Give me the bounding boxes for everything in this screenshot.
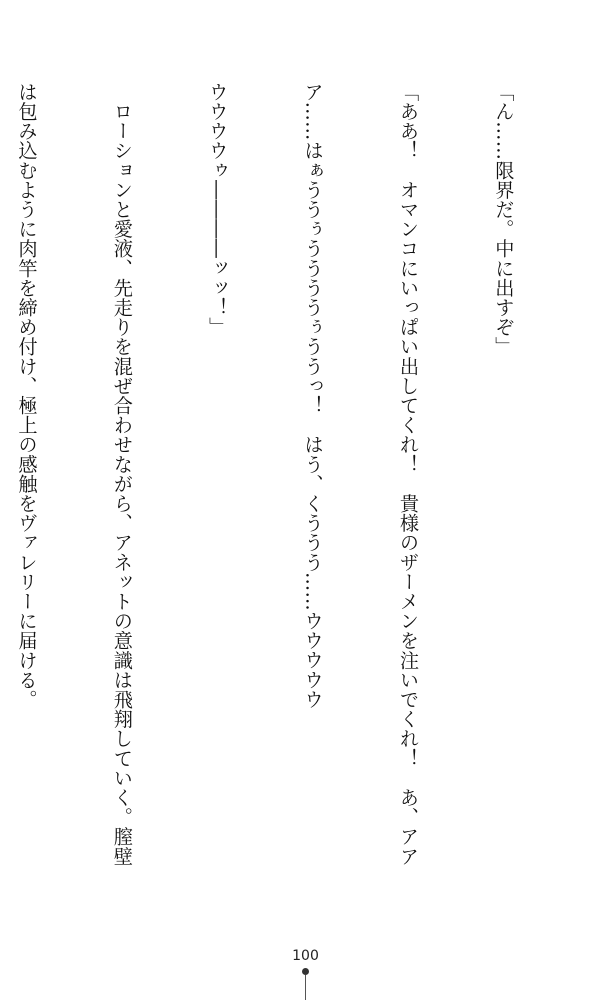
text-line: 「ん……限界だ。中に出すぞ」	[492, 82, 516, 357]
text-line: ローションと愛液、先走りを混ぜ合わせながら、アネットの意識は飛翔していく。膣壁	[110, 82, 134, 866]
folio-rule	[305, 975, 306, 1000]
text-line: ウウウウゥ――――ッッ！」	[206, 82, 230, 337]
page-number: 100	[292, 948, 319, 964]
text-line: 「ああ！ オマンコにいっぱい出してくれ！ 貴様のザーメンを注いでくれ！ あ、アア	[397, 82, 421, 866]
text-line: は包み込むように肉竿を締め付け、極上の感触をヴァレリーに届ける。	[15, 82, 39, 710]
folio-dot-icon	[302, 968, 309, 975]
vertical-text-body	[8, 82, 583, 952]
text-line: ア……はぁううぅううううぅううっ！ はう、くううう……ウウウウウ	[301, 82, 325, 710]
